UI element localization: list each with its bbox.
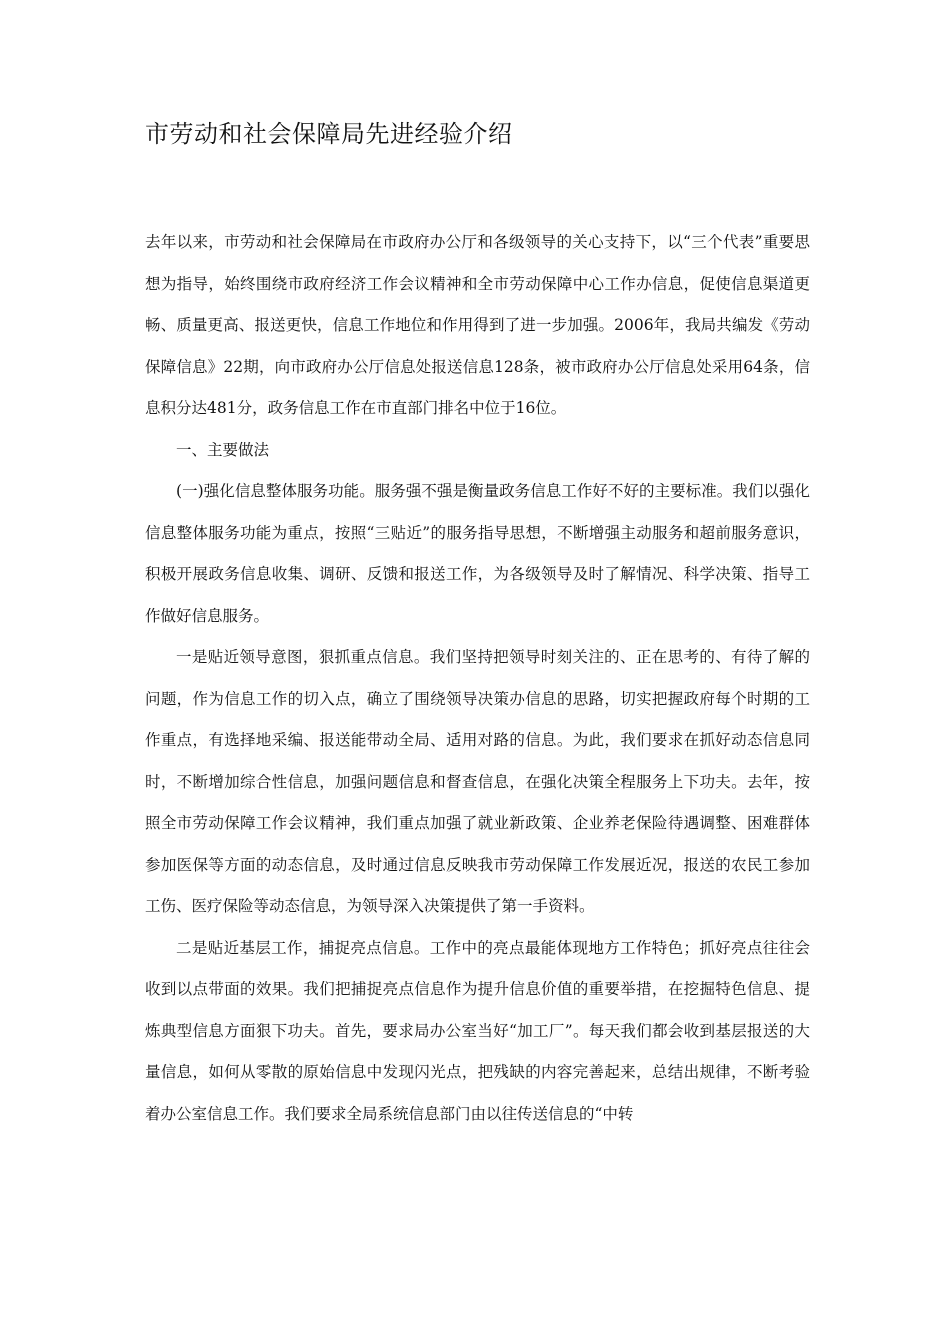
- section-heading-main-practices: 一、主要做法: [176, 440, 270, 459]
- paragraph-grassroots-work: 二是贴近基层工作，捕捉亮点信息。工作中的亮点最能体现地方工作特色；抓好亮点往往会收到以点带面的效果。我们把捕捉亮点信息作为提升信息价值的重要举措，在挖掘特色信息、提炼典型信息方面狠下功夫。首先，要求局办公室当好“加工厂”。每天我们都会收到基层报送的大量信息，如何从零散的原始信息中发现闪光点，把残缺的内容完善起来，总结出规律，不断考验着办公室信息工作。我们要求全局系统信息部门由以往传送信息的“中转: [145, 938, 810, 1123]
- document-title: 市劳动和社会保障局先进经验介绍: [145, 120, 513, 148]
- paragraph-leadership-intent: 一是贴近领导意图，狠抓重点信息。我们坚持把领导时刻关注的、正在思考的、有待了解的问题，作为信息工作的切入点，确立了围绕领导决策办信息的思路，切实把握政府每个时期的工作重点，有选择地采编、报送能带动全局、适用对路的信息。为此，我们要求在抓好动态信息同时，不断增加综合性信息，加强问题信息和督查信息，在强化决策全程服务上下功夫。去年，按照全市劳动保障工作会议精神，我们重点加强了就业新政策、企业养老保险待遇调整、困难群体参加医保等方面的动态信息，及时通过信息反映我市劳动保障工作发展近况，报送的农民工参加工伤、医疗保险等动态信息，为领导深入决策提供了第一手资料。: [145, 648, 810, 915]
- paragraph-intro: 去年以来，市劳动和社会保障局在市政府办公厅和各级领导的关心支持下，以“三个代表”重要思想为指导，始终围绕市政府经济工作会议精神和全市劳动保障中心工作办信息，促使信息渠道更畅、质量更高、报送更快，信息工作地位和作用得到了进一步加强。2006年，我局共编发《劳动保障信息》22期，向市政府办公厅信息处报送信息128条，被市政府办公厅信息处采用64条，信息积分达481分，政务信息工作在市直部门排名中位于16位。: [145, 233, 810, 417]
- paragraph-service-function: (一)强化信息整体服务功能。服务强不强是衡量政务信息工作好不好的主要标准。我们以强化信息整体服务功能为重点，按照“三贴近”的服务指导思想，不断增强主动服务和超前服务意识，积极开展政务信息收集、调研、反馈和报送工作，为各级领导及时了解情况、科学决策、指导工作做好信息服务。: [145, 482, 810, 625]
- document-body: [145, 222, 810, 1135]
